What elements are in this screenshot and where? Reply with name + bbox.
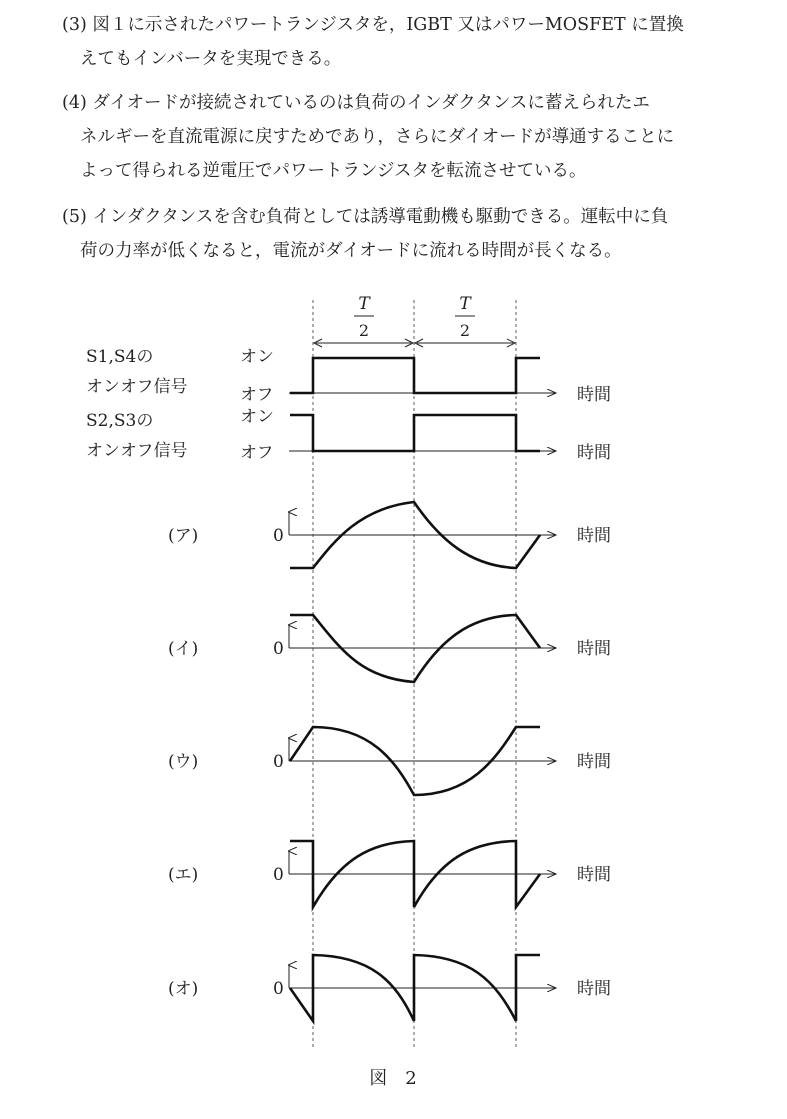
- waveform-u-time-label: 時間: [577, 752, 611, 772]
- period-guide-lines: [313, 300, 516, 1048]
- figure-caption: 図 2: [369, 1068, 417, 1089]
- svg-text:T: T: [459, 294, 471, 314]
- waveform-e-zero: 0: [273, 865, 284, 885]
- statement-4-line-2: ネルギーを直流電源に戻すためであり，さらにダイオードが導通することに: [80, 127, 675, 147]
- waveform-o-zero: 0: [273, 979, 284, 999]
- signal2-on-label: オン: [240, 407, 274, 427]
- period-label-2: [455, 294, 475, 340]
- statement-5: [62, 200, 774, 268]
- waveform-o-label: (オ): [168, 979, 199, 999]
- waveform-i-zero: 0: [273, 639, 284, 659]
- signal1-on-label: オン: [240, 347, 274, 367]
- waveform-a: [168, 502, 611, 568]
- statement-5-line-2: 荷の力率が低くなると，電流がダイオードに流れる時間が長くなる。: [80, 241, 622, 261]
- signal1-label-line1: S1,S4の: [86, 347, 154, 367]
- statement-3-line-1: (3) 図１に示されたパワートランジスタを，IGBT 又はパワーMOSFET に置換: [62, 15, 684, 35]
- period-label-1: [354, 294, 374, 340]
- svg-text:2: 2: [459, 321, 471, 340]
- signal2-label-line2: オンオフ信号: [86, 441, 188, 461]
- waveform-i: [168, 615, 611, 682]
- statement-3-line-2: えてもインバータを実現できる。: [80, 49, 342, 69]
- signal2-time-label: 時間: [577, 443, 611, 463]
- inverter-timing-diagram: [0, 270, 787, 1119]
- waveform-u-label: (ウ): [168, 752, 199, 772]
- statement-5-line-1: (5) インダクタンスを含む負荷としては誘導電動機も駆動できる。運転中に負: [62, 207, 669, 227]
- waveform-e-time-label: 時間: [577, 865, 611, 885]
- waveform-a-zero: 0: [273, 526, 284, 546]
- signal2-label-line1: S2,S3の: [86, 411, 154, 431]
- waveform-e-label: (エ): [168, 865, 199, 885]
- waveform-o: [168, 955, 611, 1021]
- waveform-o-time-label: 時間: [577, 979, 611, 999]
- waveform-u-zero: 0: [273, 752, 284, 772]
- waveform-e: [168, 841, 611, 907]
- waveform-u: [168, 727, 611, 795]
- signal2-waveform: [290, 415, 540, 451]
- svg-text:T: T: [358, 294, 370, 314]
- statement-4-line-1: (4) ダイオードが接続されているのは負荷のインダクタンスに蓄えられたエ: [62, 93, 650, 113]
- statement-4-line-3: よって得られる逆電圧でパワートランジスタを転流させている。: [80, 161, 587, 181]
- signal1-time-label: 時間: [577, 385, 611, 405]
- waveform-a-time-label: 時間: [577, 526, 611, 546]
- signal1-waveform: [290, 358, 540, 393]
- waveform-a-label: (ア): [168, 526, 199, 546]
- signal2-off-label: オフ: [240, 443, 274, 463]
- svg-text:2: 2: [358, 321, 370, 340]
- waveform-i-time-label: 時間: [577, 639, 611, 659]
- waveform-i-label: (イ): [168, 639, 199, 659]
- statement-3: [62, 8, 774, 76]
- signal1-label-line2: オンオフ信号: [86, 377, 188, 397]
- period-dimension-arrows: [314, 339, 515, 347]
- statement-4: [62, 86, 774, 188]
- signal1-off-label: オフ: [240, 385, 274, 405]
